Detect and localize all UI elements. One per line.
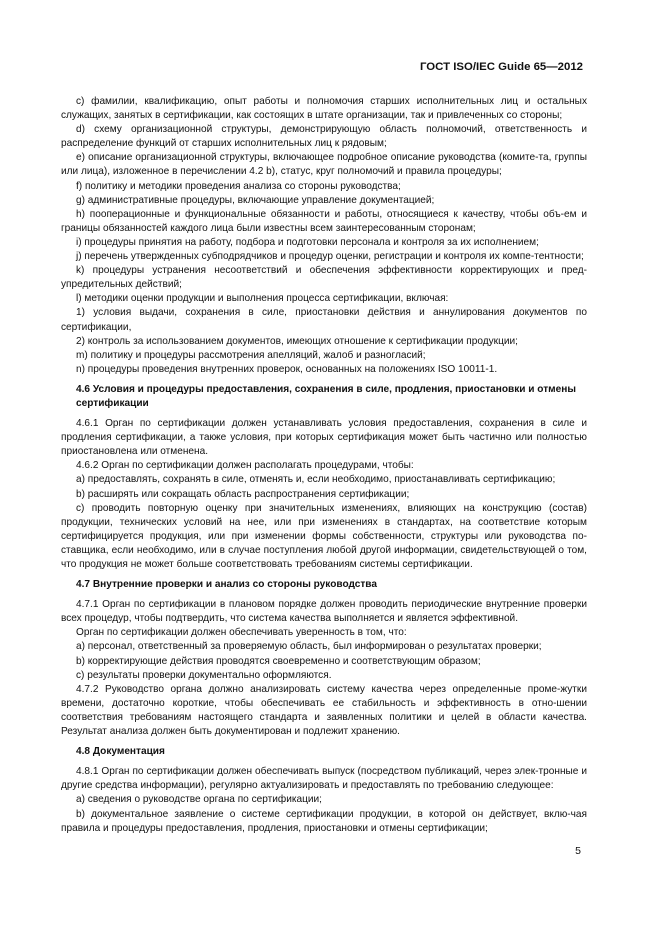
list-item-k: k) процедуры устранения несоответствий и обеспечения эффективности корректирующих и пред-упредительных действий; [61,265,587,291]
list-item-a: a) предоставлять, сохранять в силе, отменять и, если необходимо, приостанавливать сертификацию; [76,474,556,486]
list-item-e: e) описание организационной структуры, включающее подробное описание руководства (комите-та, группы или лица), изложенное в перечислении 4.2 b), статус, круг полномочий и правила процедуры; [61,152,587,178]
section-heading-4-6: 4.6 Условия и процедуры предоставления, сохранения в силе, продления, приостановки и отмены сертификации [76,383,576,409]
list-item-m: m) политику и процедуры рассмотрения апелляций, жалоб и разногласий; [76,349,426,361]
clause-4-7-2: 4.7.2 Руководство органа должно анализировать систему качества через определенные проме-жутки времени, достаточно короткие, чтобы обеспечивать ее стабильность и эффективность в отно-шении соответствия требованиям настоящего стандарта и заявленных политики и целей в области качества. Результат анализа должен быть документирован и подлежит хранению. [61,683,587,738]
list-item-b3: b) документальное заявление о системе сертификации продукции, в которой он действует, вклю-чая правила и процедуры предоставления, продления, приостановки и отмены сертификации; [61,808,587,834]
sub-item-2: 2) контроль за использованием документов, имеющих отношение к сертификации продукции; [76,335,518,347]
section-heading-4-7: 4.7 Внутренние проверки и анализ со стороны руководства [76,579,377,591]
list-item-h: h) пооперационные и функциональные обязанности и работы, относящиеся к качеству, чтобы объ-ем и границы обязанностей каждого лица были известны всем заинтересованным сторонам; [61,208,587,234]
clause-4-6-2: 4.6.2 Орган по сертификации должен располагать процедурами, чтобы: [76,460,414,472]
clause-4-7-1-cont: Орган по сертификации должен обеспечивать уверенность в том, что: [76,627,407,639]
list-item-a3: a) сведения о руководстве органа по сертификации; [76,794,322,806]
list-item-c3: c) результаты проверки документально оформляются. [76,669,332,681]
section-heading-4-8: 4.8 Документация [76,746,165,758]
list-item-j: j) перечень утвержденных субподрядчиков и процедур оценки, регистрации и контроля их компе-тентности; [76,251,584,263]
list-item-c2: c) проводить повторную оценку при значительных изменениях, влияющих на конструкцию (состав) продукции, технических условий на нее, или при изменениях в стандартах, на соответствие которым сертифицируется продукция, или при изменении формы собственности, структуры или руководства по-ставщика, если необходимо, или в случае поступления любой другой информации, свидетельствующей о том, что продукция не может больше соответствовать требованиям системы сертификации. [61,502,587,570]
page-number: 5 [575,845,581,857]
list-item-b2: b) корректирующие действия проводятся своевременно и соответствующим образом; [76,655,481,667]
list-item-b: b) расширять или сокращать область распространения сертификации; [76,488,410,500]
list-item-a2: a) персонал, ответственный за проверяемую область, был информирован о результатах проверки; [76,641,542,653]
clause-4-7-1: 4.7.1 Орган по сертификации в плановом порядке должен проводить периодические внутренние проверки всех процедур, чтобы подтвердить, что система качества выполняется и является эффективной. [61,599,587,625]
standard-designation: ГОСТ ISO/IEC Guide 65—2012 [419,61,583,73]
list-item-g: g) административные процедуры, включающие управление документацией; [76,194,435,206]
list-item-c: c) фамилии, квалификацию, опыт работы и полномочия старших исполнительных лиц и остальных служащих, занятых в сертификации, как состоящих в штате организации, так и привлеченных со стороны; [61,96,587,122]
list-item-l: l) методики оценки продукции и выполнения процесса сертификации, включая: [76,293,449,305]
list-item-d: d) схему организационной структуры, демонстрирующую область полномочий, ответственность и распределение функций от старших исполнительных лиц к рядовым; [61,124,587,150]
list-item-n: n) процедуры проведения внутренних проверок, основанных на положениях ISO 10011-1. [76,363,498,375]
clause-4-8-1: 4.8.1 Орган по сертификации должен обеспечивать выпуск (посредством публикаций, через элек-тронные и другие средства информации), регулярно актуализировать и предоставлять по требованию следующее: [61,766,587,792]
list-item-f: f) политику и методики проведения анализа со стороны руководства; [76,180,401,192]
document-body [61,95,587,836]
list-item-i: i) процедуры принятия на работу, подбора и подготовки персонала и контроля за их исполнением; [76,236,539,248]
clause-4-6-1: 4.6.1 Орган по сертификации должен устанавливать условия предоставления, сохранения в силе и продления сертификации, а также условия, при которых сертификация может быть частично или полностью приостановлена или отменена. [61,418,587,458]
sub-item-1: 1) условия выдачи, сохранения в силе, приостановки действия и аннулирования документов по сертификации, [61,307,587,333]
